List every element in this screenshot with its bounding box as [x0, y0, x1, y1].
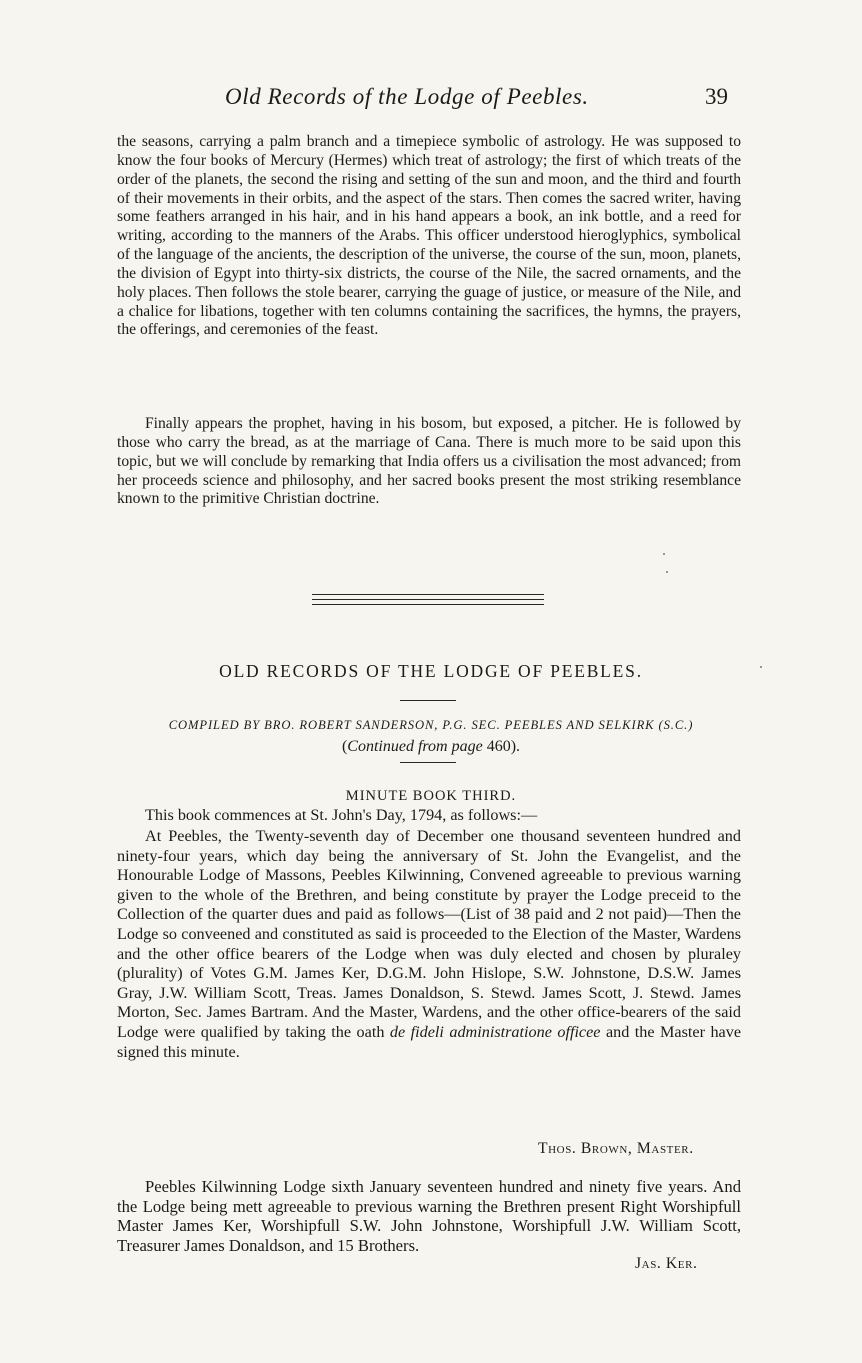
article1-paragraph-2: Finally appears the prophet, having in his bosom, but exposed, a pitcher. He is followed by those who carry the bread, as at the marriage of Cana. There is much more to be said upon this topic, but we will conclude by remarking that India offers us a civilisation the most advanced; from her proceeds science and philosophy, and her sacred books present the most striking resemblance known to the primitive Christian doctrine.	[117, 415, 741, 508]
section-divider	[312, 594, 544, 609]
continued-italic: Continued from page	[347, 738, 483, 755]
print-speck	[666, 571, 668, 573]
article2-paragraph-3: Peebles Kilwinning Lodge sixth January seventeen hundred and ninety five years. And the Lodge being mett agreeable to previous warning the Brethren present Right Worshipfull Master James Ker, Worshipfull S.W. John Johnstone, Worshipfull J.W. William Scott, Treasurer James Donaldson, and 15 Brothers.	[117, 1177, 741, 1255]
article2-paragraph-1: This book commences at St. John's Day, 1794, as follows:—	[145, 806, 538, 824]
minute-text-end: and the Master have signed this minute.	[117, 1022, 742, 1061]
minute-book-heading: MINUTE BOOK THIRD.	[345, 788, 517, 804]
article2-paragraph-2	[117, 827, 741, 1062]
signature-thos-brown: Thos. Brown, Master.	[538, 1140, 694, 1157]
subtitle-rule	[400, 762, 456, 763]
latin-phrase: de fideli administratione officee	[389, 1022, 601, 1041]
running-title: Old Records of the Lodge of Peebles.	[225, 84, 589, 109]
divider-rule	[312, 594, 544, 595]
divider-rule	[312, 604, 544, 605]
continued-page: 460).	[482, 738, 521, 755]
divider-rule	[312, 599, 544, 600]
signature-jas-ker: Jas. Ker.	[635, 1255, 698, 1272]
article-title: OLD RECORDS OF THE LODGE OF PEEBLES.	[219, 661, 643, 681]
title-rule	[400, 700, 456, 701]
print-speck	[663, 553, 665, 555]
running-head	[0, 84, 862, 118]
article1-paragraph-1: the seasons, carrying a palm branch and a timepiece symbolic of astrology. He was supposed to know the four books of Mercury (Hermes) which treat of astrology; the first of which treats of the order of the planets, the second the rising and setting of the sun and moon, and the third and fourth of their movements in their orbits, and the aspect of the stars. Then comes the sacred writer, having some feathers arranged in his hair, and in his hand appears a book, an ink bottle, and a reed for writing, according to the manners of the Arabs. This officer understood hieroglyphics, symbolical of the language of the ancients, the description of the universe, the course of the sun, moon, planets, the division of Egypt into thirty-six districts, the course of the Nile, the sacred ornaments, and the holy places. Then follows the stole bearer, carrying the guage of justice, or measure of the Nile, and a chalice for libations, together with ten columns containing the sacrifices, the hymns, the prayers, the offerings, and ceremonies of the feast.	[117, 133, 741, 339]
compiled-by-line: COMPILED BY BRO. ROBERT SANDERSON, P.G. SEC. PEEBLES AND SELKIRK (S.C.)	[168, 718, 694, 732]
continued-open: (	[341, 738, 348, 755]
page-number: 39	[705, 84, 728, 109]
minute-text: At Peebles, the Twenty-seventh day of December one thousand seventeen hundred and ninety-four years, which day being the anniversary of St. John the Evangelist, and the Honourable Lodge of Massons, Peebles Kilwinning, Convened agreeable to previous warning given to the whole of the Brethren, and being constitute by prayer the Lodge preceid to the Collection of the quarter dues and paid as follows—(List of 38 paid and 2 not paid)—Then the Lodge so conveened and constituted as said is proceeded to the Election of the Master, Wardens and the other office bearers of the Lodge when was duly elected and chosen by pluraley (plurality) of Votes G.M. James Ker, D.G.M. John Hislope, S.W. Johnstone, D.S.W. James Gray, J.W. William Scott, Treas. James Donaldson, S. Stewd. James Scott, J. Stewd. James Morton, Sec. James Bartram. And the Master, Wardens, and the other office-bearers of the said Lodge were qualified by taking the oath	[117, 827, 741, 1041]
continued-note	[0, 738, 862, 756]
